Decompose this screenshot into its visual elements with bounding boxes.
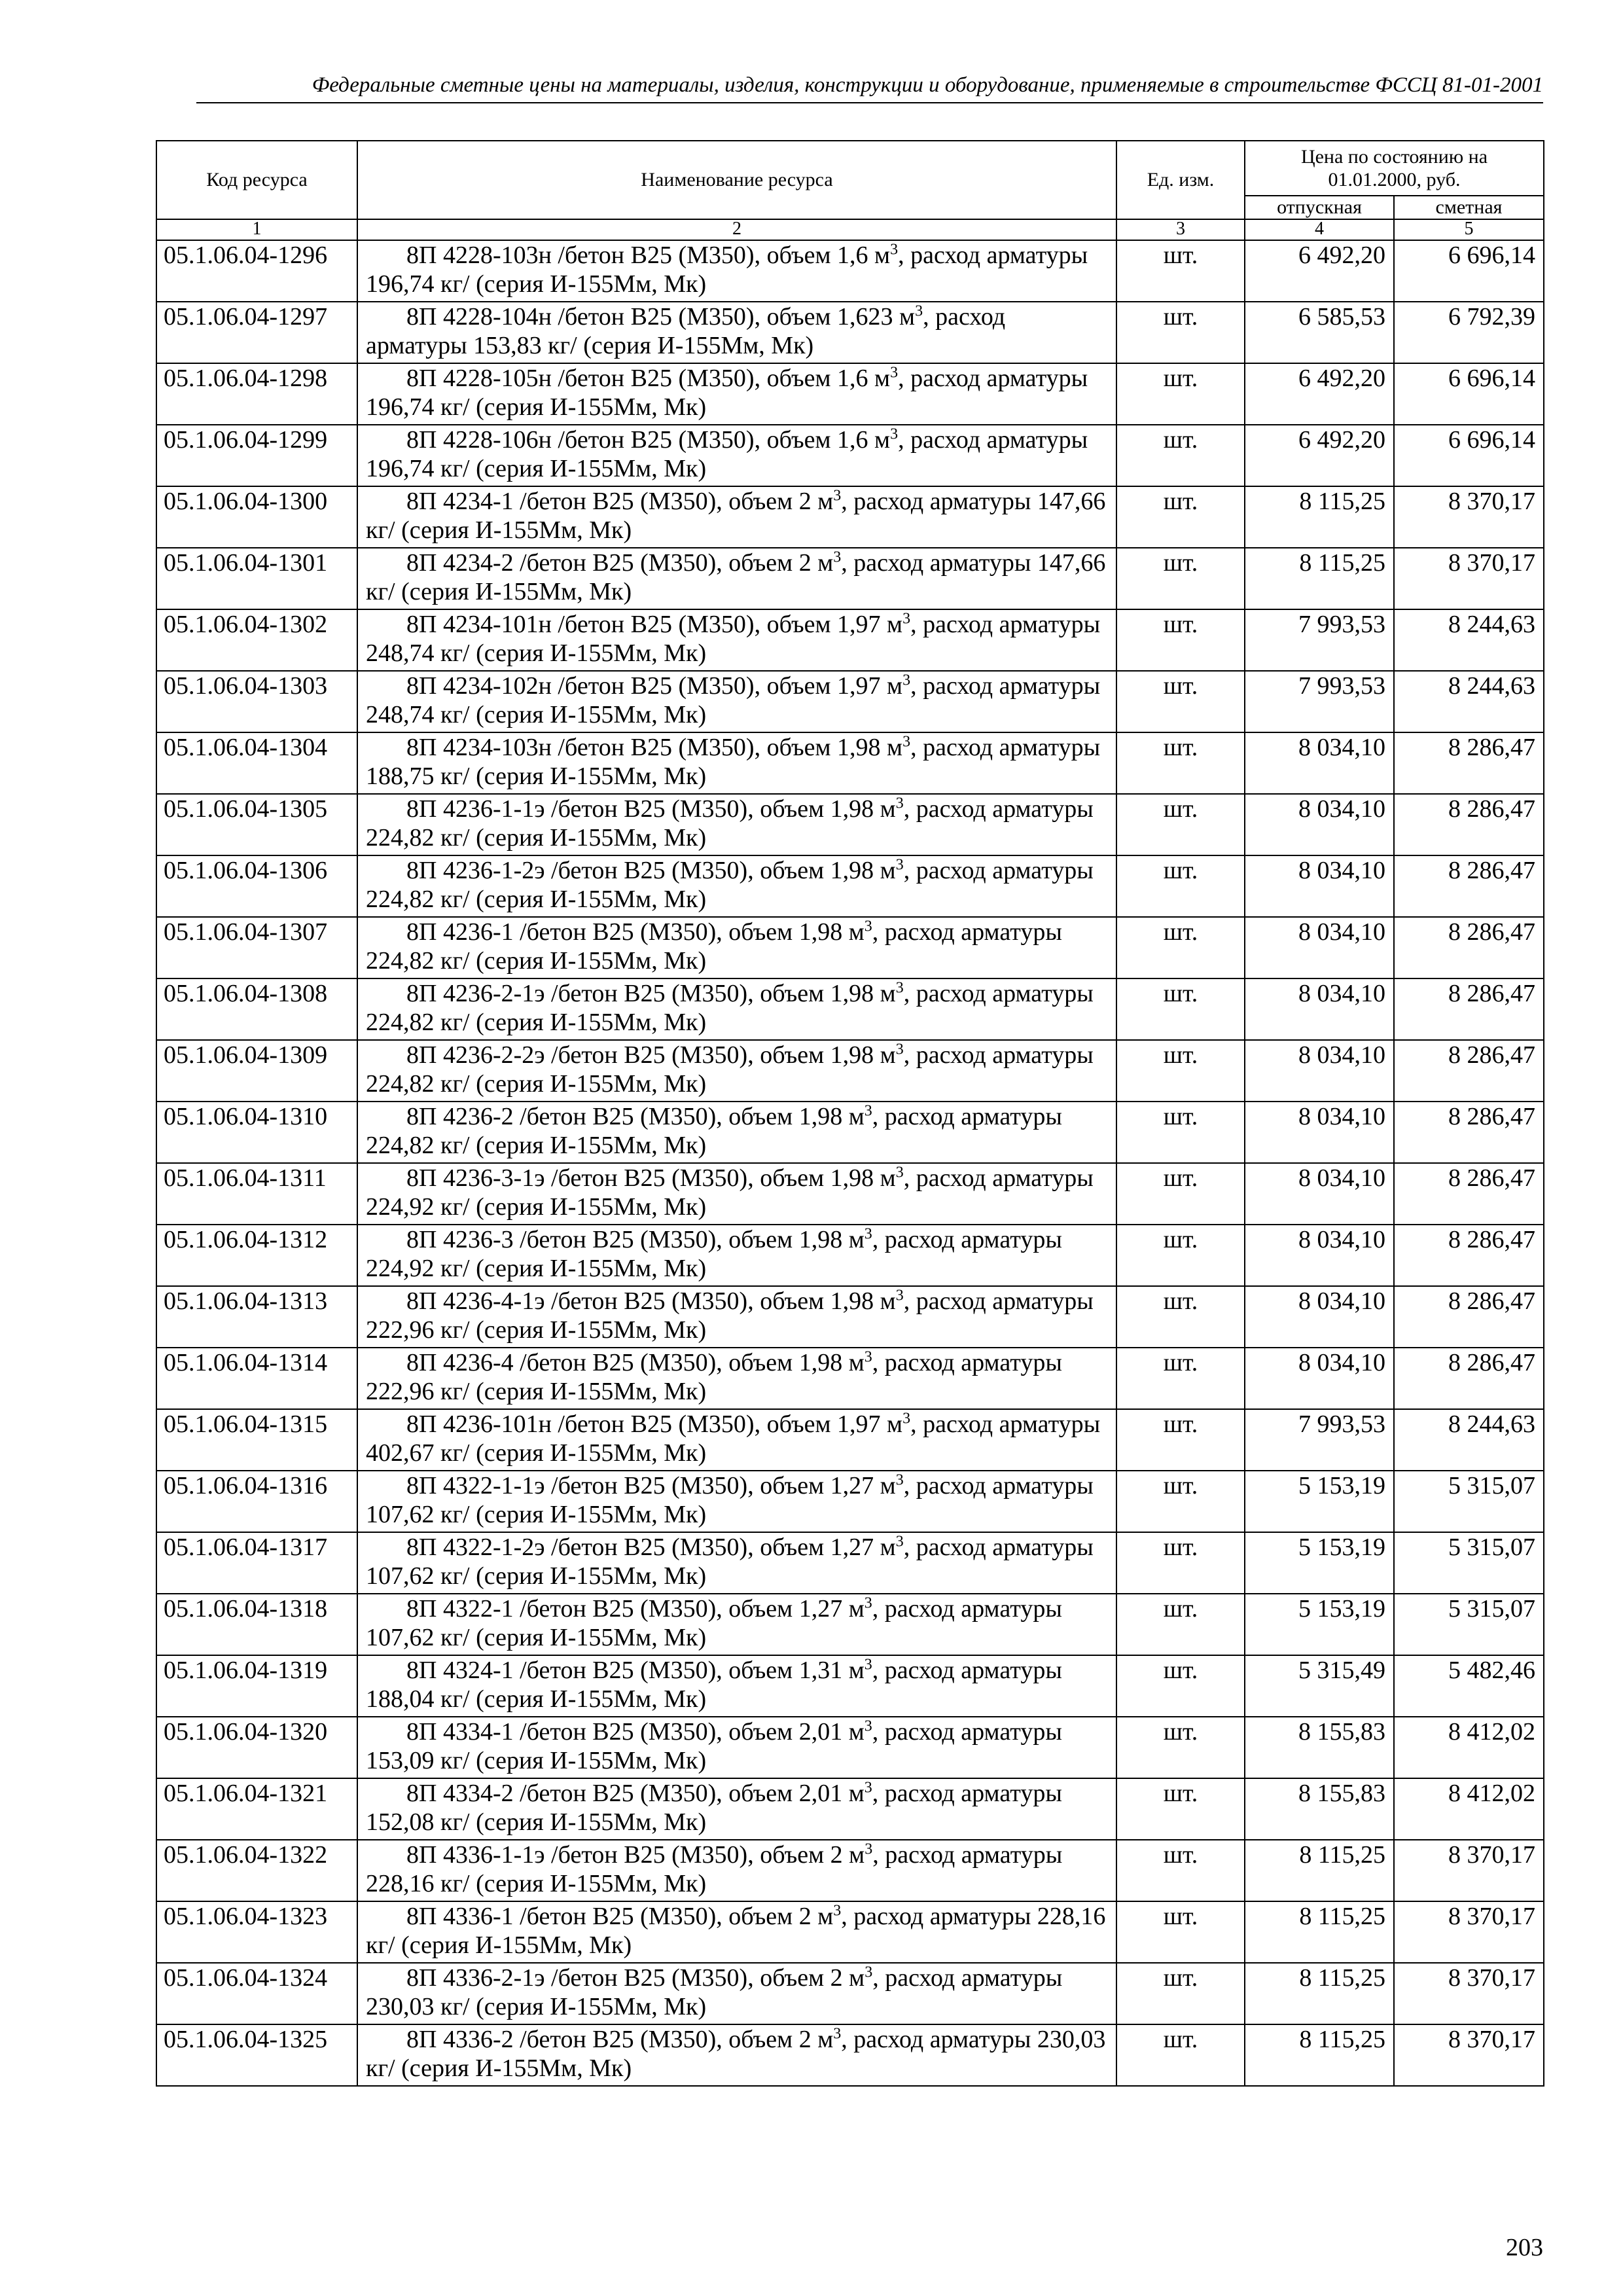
unit: шт.: [1116, 609, 1245, 671]
estimate-price: 8 370,17: [1394, 2024, 1544, 2086]
estimate-price: 5 482,46: [1394, 1655, 1544, 1717]
resource-code: 05.1.06.04-1312: [156, 1225, 357, 1286]
table-row: [156, 732, 1544, 794]
resource-name-rest: , расход арматуры 196,74 кг/ (серия И-155Мм, Мк): [366, 242, 1088, 298]
release-price: 8 115,25: [1245, 1963, 1394, 2024]
cubic-superscript: 3: [890, 425, 899, 443]
unit: шт.: [1116, 1040, 1245, 1102]
resource-name: [357, 548, 1116, 609]
unit: шт.: [1116, 1532, 1245, 1594]
resource-name: [357, 1532, 1116, 1594]
resource-name-main: 8П 4228-103н /бетон В25 (М350), объем 1,6 м: [406, 242, 891, 269]
table-row: [156, 1286, 1544, 1348]
resource-name-rest: , расход арматуры 222,96 кг/ (серия И-155Мм, Мк): [366, 1349, 1062, 1405]
resource-name-main: 8П 4236-4 /бетон В25 (М350), объем 1,98 м: [406, 1349, 865, 1376]
resource-code: 05.1.06.04-1323: [156, 1901, 357, 1963]
release-price: 5 315,49: [1245, 1655, 1394, 1717]
column-number: 1: [156, 219, 357, 240]
release-price: 8 115,25: [1245, 1840, 1394, 1901]
table-row: [156, 917, 1544, 978]
header-price-line1: Цена по состоянию на: [1300, 146, 1488, 168]
resource-name-main: 8П 4322-1-2э /бетон В25 (М350), объем 1,27 м: [406, 1534, 896, 1561]
cubic-superscript: 3: [864, 1656, 872, 1674]
release-price: 8 034,10: [1245, 1102, 1394, 1163]
resource-name-rest: , расход арматуры 224,92 кг/ (серия И-155Мм, Мк): [366, 1164, 1094, 1221]
unit: шт.: [1116, 240, 1245, 302]
resource-code: 05.1.06.04-1301: [156, 548, 357, 609]
release-price: 6 585,53: [1245, 302, 1394, 363]
table-row: [156, 2024, 1544, 2086]
cubic-superscript: 3: [833, 1902, 842, 1920]
resource-name-main: 8П 4228-105н /бетон В25 (М350), объем 1,6 м: [406, 365, 891, 392]
estimate-price: 5 315,07: [1394, 1471, 1544, 1532]
resource-name-main: 8П 4236-4-1э /бетон В25 (М350), объем 1,98 м: [406, 1287, 896, 1315]
resource-name-main: 8П 4322-1-1э /бетон В25 (М350), объем 1,27 м: [406, 1472, 896, 1499]
resource-code: 05.1.06.04-1325: [156, 2024, 357, 2086]
table-row: [156, 1040, 1544, 1102]
resource-name-rest: , расход арматуры 224,82 кг/ (серия И-155Мм, Мк): [366, 1103, 1062, 1159]
resource-code: 05.1.06.04-1297: [156, 302, 357, 363]
resource-name-rest: , расход арматуры 224,82 кг/ (серия И-155Мм, Мк): [366, 980, 1094, 1036]
table-row: [156, 240, 1544, 302]
release-price: 5 153,19: [1245, 1471, 1394, 1532]
resource-code: 05.1.06.04-1304: [156, 732, 357, 794]
resource-name: [357, 1963, 1116, 2024]
release-price: 8 034,10: [1245, 917, 1394, 978]
table-row: [156, 1778, 1544, 1840]
unit: шт.: [1116, 978, 1245, 1040]
resource-name: [357, 732, 1116, 794]
cubic-superscript: 3: [864, 1779, 872, 1797]
resource-name-main: 8П 4236-3 /бетон В25 (М350), объем 1,98 м: [406, 1226, 865, 1253]
table-row: [156, 1717, 1544, 1778]
resource-name-main: 8П 4236-101н /бетон В25 (М350), объем 1,97 м: [406, 1410, 903, 1438]
resource-name-main: 8П 4236-1-2э /бетон В25 (М350), объем 1,98 м: [406, 857, 896, 884]
running-header: Федеральные сметные цены на материалы, изделия, конструкции и оборудование, применяемые в строительстве ФССЦ 81-01-2001: [196, 71, 1543, 103]
table-row: [156, 794, 1544, 855]
estimate-price: 8 286,47: [1394, 1225, 1544, 1286]
resource-name-main: 8П 4336-1 /бетон В25 (М350), объем 2 м: [406, 1903, 834, 1930]
estimate-price: 6 696,14: [1394, 425, 1544, 486]
resource-name: [357, 1163, 1116, 1225]
resource-code: 05.1.06.04-1298: [156, 363, 357, 425]
release-price: 8 034,10: [1245, 978, 1394, 1040]
resource-name: [357, 855, 1116, 917]
resource-name: [357, 1409, 1116, 1471]
column-number: 2: [357, 219, 1116, 240]
resource-name: [357, 671, 1116, 732]
table-row: [156, 302, 1544, 363]
resource-name-rest: , расход арматуры 147,66 кг/ (серия И-155Мм, Мк): [366, 488, 1106, 544]
estimate-price: 8 370,17: [1394, 1963, 1544, 2024]
resource-name-rest: , расход арматуры 107,62 кг/ (серия И-155Мм, Мк): [366, 1534, 1094, 1590]
resource-code: 05.1.06.04-1303: [156, 671, 357, 732]
cubic-superscript: 3: [864, 1348, 872, 1366]
header-estimate-price: сметная: [1394, 196, 1544, 219]
estimate-price: 8 244,63: [1394, 671, 1544, 732]
column-number: 5: [1394, 219, 1544, 240]
estimate-price: 8 286,47: [1394, 794, 1544, 855]
resource-name: [357, 240, 1116, 302]
resource-code: 05.1.06.04-1313: [156, 1286, 357, 1348]
unit: шт.: [1116, 2024, 1245, 2086]
estimate-price: 8 286,47: [1394, 1286, 1544, 1348]
resource-name-rest: , расход арматуры 196,74 кг/ (серия И-155Мм, Мк): [366, 426, 1088, 482]
resource-name-main: 8П 4336-2-1э /бетон В25 (М350), объем 2 м: [406, 1964, 865, 1992]
unit: шт.: [1116, 363, 1245, 425]
resource-name: [357, 1286, 1116, 1348]
release-price: 8 155,83: [1245, 1717, 1394, 1778]
resource-name: [357, 302, 1116, 363]
table-row: [156, 486, 1544, 548]
release-price: 8 155,83: [1245, 1778, 1394, 1840]
page-number: 203: [1506, 2234, 1543, 2261]
table-row: [156, 1655, 1544, 1717]
release-price: 8 115,25: [1245, 486, 1394, 548]
resource-name-rest: , расход арматуры 224,82 кг/ (серия И-155Мм, Мк): [366, 857, 1094, 913]
unit: шт.: [1116, 1102, 1245, 1163]
table-row: [156, 1163, 1544, 1225]
resource-name: [357, 1778, 1116, 1840]
cubic-superscript: 3: [895, 1041, 904, 1058]
cubic-superscript: 3: [902, 672, 911, 689]
resource-name-rest: , расход арматуры 147,66 кг/ (серия И-155Мм, Мк): [366, 549, 1106, 605]
release-price: 7 993,53: [1245, 1409, 1394, 1471]
resource-name: [357, 609, 1116, 671]
resource-name-rest: , расход арматуры 248,74 кг/ (серия И-155Мм, Мк): [366, 672, 1101, 728]
estimate-price: 8 370,17: [1394, 486, 1544, 548]
resource-code: 05.1.06.04-1299: [156, 425, 357, 486]
resource-name: [357, 794, 1116, 855]
estimate-price: 8 370,17: [1394, 1901, 1544, 1963]
resource-name-main: 8П 4236-2 /бетон В25 (М350), объем 1,98 м: [406, 1103, 865, 1130]
cubic-superscript: 3: [902, 610, 911, 628]
resource-code: 05.1.06.04-1320: [156, 1717, 357, 1778]
table-row: [156, 1471, 1544, 1532]
resource-name: [357, 917, 1116, 978]
table-row: [156, 548, 1544, 609]
estimate-price: 8 370,17: [1394, 548, 1544, 609]
resource-name: [357, 1901, 1116, 1963]
unit: шт.: [1116, 302, 1245, 363]
header-unit: Ед. изм.: [1116, 141, 1245, 219]
unit: шт.: [1116, 855, 1245, 917]
resource-name-rest: , расход арматуры 224,82 кг/ (серия И-155Мм, Мк): [366, 1041, 1094, 1098]
unit: шт.: [1116, 1409, 1245, 1471]
unit: шт.: [1116, 1901, 1245, 1963]
resource-name-main: 8П 4236-3-1э /бетон В25 (М350), объем 1,98 м: [406, 1164, 896, 1192]
cubic-superscript: 3: [895, 1287, 904, 1304]
resource-name-main: 8П 4236-1 /бетон В25 (М350), объем 1,98 м: [406, 918, 865, 946]
cubic-superscript: 3: [902, 1410, 911, 1427]
cubic-superscript: 3: [864, 1717, 872, 1735]
cubic-superscript: 3: [895, 856, 904, 874]
cubic-superscript: 3: [895, 1164, 904, 1181]
resource-name-rest: , расход арматуры 228,16 кг/ (серия И-155Мм, Мк): [366, 1903, 1106, 1959]
estimate-price: 5 315,07: [1394, 1594, 1544, 1655]
release-price: 8 034,10: [1245, 794, 1394, 855]
table-row: [156, 1594, 1544, 1655]
unit: шт.: [1116, 794, 1245, 855]
unit: шт.: [1116, 671, 1245, 732]
resource-name: [357, 486, 1116, 548]
resource-code: 05.1.06.04-1310: [156, 1102, 357, 1163]
resource-code: 05.1.06.04-1309: [156, 1040, 357, 1102]
estimate-price: 8 286,47: [1394, 917, 1544, 978]
estimate-price: 8 286,47: [1394, 1102, 1544, 1163]
resource-name: [357, 1471, 1116, 1532]
table-row: [156, 1102, 1544, 1163]
resource-code: 05.1.06.04-1314: [156, 1348, 357, 1409]
header-price-line2: 01.01.2000, руб.: [1328, 169, 1461, 190]
release-price: 8 034,10: [1245, 1040, 1394, 1102]
resource-name-main: 8П 4336-2 /бетон В25 (М350), объем 2 м: [406, 2026, 834, 2053]
resource-code: 05.1.06.04-1316: [156, 1471, 357, 1532]
resource-name: [357, 1840, 1116, 1901]
resource-code: 05.1.06.04-1307: [156, 917, 357, 978]
table-row: [156, 363, 1544, 425]
resource-name-main: 8П 4334-2 /бетон В25 (М350), объем 2,01 м: [406, 1780, 865, 1807]
release-price: 5 153,19: [1245, 1594, 1394, 1655]
estimate-price: 6 696,14: [1394, 363, 1544, 425]
unit: шт.: [1116, 1163, 1245, 1225]
resource-name-rest: , расход арматуры 153,09 кг/ (серия И-155Мм, Мк): [366, 1718, 1062, 1774]
estimate-price: 8 286,47: [1394, 1348, 1544, 1409]
resource-name-rest: , расход арматуры 224,82 кг/ (серия И-155Мм, Мк): [366, 918, 1062, 975]
resource-name: [357, 1594, 1116, 1655]
column-number: 3: [1116, 219, 1245, 240]
table-row: [156, 1225, 1544, 1286]
price-table: [156, 140, 1544, 2087]
cubic-superscript: 3: [864, 1225, 872, 1243]
cubic-superscript: 3: [865, 1840, 873, 1858]
unit: шт.: [1116, 548, 1245, 609]
unit: шт.: [1116, 1286, 1245, 1348]
release-price: 8 034,10: [1245, 732, 1394, 794]
estimate-price: 8 286,47: [1394, 855, 1544, 917]
unit: шт.: [1116, 1778, 1245, 1840]
table-row: [156, 1348, 1544, 1409]
resource-name: [357, 1348, 1116, 1409]
estimate-price: 6 792,39: [1394, 302, 1544, 363]
resource-code: 05.1.06.04-1305: [156, 794, 357, 855]
resource-name-rest: , расход арматуры 222,96 кг/ (серия И-155Мм, Мк): [366, 1287, 1094, 1344]
resource-code: 05.1.06.04-1319: [156, 1655, 357, 1717]
resource-name-main: 8П 4234-101н /бетон В25 (М350), объем 1,97 м: [406, 611, 903, 638]
resource-code: 05.1.06.04-1300: [156, 486, 357, 548]
resource-name-rest: , расход арматуры 248,74 кг/ (серия И-155Мм, Мк): [366, 611, 1101, 667]
resource-name-main: 8П 4234-103н /бетон В25 (М350), объем 1,98 м: [406, 734, 903, 761]
release-price: 8 034,10: [1245, 1225, 1394, 1286]
estimate-price: 8 286,47: [1394, 1040, 1544, 1102]
unit: шт.: [1116, 1471, 1245, 1532]
resource-name-rest: , расход арматуры 188,75 кг/ (серия И-155Мм, Мк): [366, 734, 1101, 790]
resource-name-main: 8П 4236-1-1э /бетон В25 (М350), объем 1,98 м: [406, 795, 896, 823]
header-name: Наименование ресурса: [357, 141, 1116, 219]
resource-name-rest: , расход арматуры 224,82 кг/ (серия И-155Мм, Мк): [366, 795, 1094, 852]
resource-name-rest: , расход арматуры 107,62 кг/ (серия И-155Мм, Мк): [366, 1472, 1094, 1528]
cubic-superscript: 3: [890, 364, 899, 382]
estimate-price: 8 244,63: [1394, 609, 1544, 671]
resource-name: [357, 978, 1116, 1040]
column-number: 4: [1245, 219, 1394, 240]
resource-code: 05.1.06.04-1302: [156, 609, 357, 671]
header-release-price: отпускная: [1245, 196, 1394, 219]
release-price: 7 993,53: [1245, 609, 1394, 671]
resource-code: 05.1.06.04-1324: [156, 1963, 357, 2024]
release-price: 6 492,20: [1245, 240, 1394, 302]
resource-name-main: 8П 4228-106н /бетон В25 (М350), объем 1,6 м: [406, 426, 891, 454]
resource-name: [357, 1717, 1116, 1778]
resource-name-main: 8П 4236-2-1э /бетон В25 (М350), объем 1,98 м: [406, 980, 896, 1007]
resource-name-main: 8П 4324-1 /бетон В25 (М350), объем 1,31 м: [406, 1657, 865, 1684]
unit: шт.: [1116, 1225, 1245, 1286]
table-row: [156, 1840, 1544, 1901]
resource-code: 05.1.06.04-1306: [156, 855, 357, 917]
resource-code: 05.1.06.04-1296: [156, 240, 357, 302]
resource-name-main: 8П 4234-1 /бетон В25 (М350), объем 2 м: [406, 488, 834, 515]
resource-name: [357, 1225, 1116, 1286]
release-price: 5 153,19: [1245, 1532, 1394, 1594]
cubic-superscript: 3: [890, 241, 899, 259]
release-price: 6 492,20: [1245, 425, 1394, 486]
table-row: [156, 1532, 1544, 1594]
resource-name-rest: , расход арматуры 107,62 кг/ (серия И-155Мм, Мк): [366, 1595, 1062, 1651]
unit: шт.: [1116, 1655, 1245, 1717]
cubic-superscript: 3: [895, 795, 904, 812]
table-row: [156, 425, 1544, 486]
cubic-superscript: 3: [833, 548, 842, 566]
release-price: 8 115,25: [1245, 548, 1394, 609]
resource-name-main: 8П 4336-1-1э /бетон В25 (М350), объем 2 м: [406, 1841, 865, 1869]
cubic-superscript: 3: [895, 1533, 904, 1551]
resource-code: 05.1.06.04-1318: [156, 1594, 357, 1655]
unit: шт.: [1116, 425, 1245, 486]
resource-name-main: 8П 4334-1 /бетон В25 (М350), объем 2,01 м: [406, 1718, 865, 1746]
resource-name-main: 8П 4236-2-2э /бетон В25 (М350), объем 1,98 м: [406, 1041, 896, 1069]
unit: шт.: [1116, 486, 1245, 548]
estimate-price: 8 412,02: [1394, 1717, 1544, 1778]
resource-name-rest: , расход арматуры 153,83 кг/ (серия И-155Мм, Мк): [366, 303, 1006, 359]
resource-name-rest: , расход арматуры 402,67 кг/ (серия И-155Мм, Мк): [366, 1410, 1101, 1467]
resource-name-rest: , расход арматуры 152,08 кг/ (серия И-155Мм, Мк): [366, 1780, 1062, 1836]
resource-name: [357, 2024, 1116, 2086]
estimate-price: 5 315,07: [1394, 1532, 1544, 1594]
resource-name-rest: , расход арматуры 188,04 кг/ (серия И-155Мм, Мк): [366, 1657, 1062, 1713]
estimate-price: 8 286,47: [1394, 1163, 1544, 1225]
release-price: 8 115,25: [1245, 1901, 1394, 1963]
cubic-superscript: 3: [895, 979, 904, 997]
resource-name: [357, 1040, 1116, 1102]
unit: шт.: [1116, 1840, 1245, 1901]
resource-name-main: 8П 4228-104н /бетон В25 (М350), объем 1,623 м: [406, 303, 916, 331]
release-price: 7 993,53: [1245, 671, 1394, 732]
unit: шт.: [1116, 732, 1245, 794]
release-price: 8 115,25: [1245, 2024, 1394, 2086]
header-price: [1245, 141, 1544, 196]
resource-name-rest: , расход арматуры 196,74 кг/ (серия И-155Мм, Мк): [366, 365, 1088, 421]
table-row: [156, 978, 1544, 1040]
resource-name-rest: , расход арматуры 228,16 кг/ (серия И-155Мм, Мк): [366, 1841, 1063, 1897]
estimate-price: 8 286,47: [1394, 732, 1544, 794]
resource-code: 05.1.06.04-1315: [156, 1409, 357, 1471]
table-row: [156, 1409, 1544, 1471]
cubic-superscript: 3: [902, 733, 911, 751]
release-price: 6 492,20: [1245, 363, 1394, 425]
release-price: 8 034,10: [1245, 1286, 1394, 1348]
cubic-superscript: 3: [915, 302, 923, 320]
unit: шт.: [1116, 1717, 1245, 1778]
cubic-superscript: 3: [864, 918, 872, 935]
resource-code: 05.1.06.04-1311: [156, 1163, 357, 1225]
estimate-price: 8 244,63: [1394, 1409, 1544, 1471]
unit: шт.: [1116, 917, 1245, 978]
cubic-superscript: 3: [833, 2025, 842, 2043]
cubic-superscript: 3: [833, 487, 842, 505]
cubic-superscript: 3: [864, 1594, 872, 1612]
resource-name-main: 8П 4234-2 /бетон В25 (М350), объем 2 м: [406, 549, 834, 577]
estimate-price: 8 412,02: [1394, 1778, 1544, 1840]
unit: шт.: [1116, 1963, 1245, 2024]
table-row: [156, 855, 1544, 917]
table-row: [156, 1901, 1544, 1963]
resource-code: 05.1.06.04-1322: [156, 1840, 357, 1901]
release-price: 8 034,10: [1245, 1348, 1394, 1409]
release-price: 8 034,10: [1245, 855, 1394, 917]
header-code: Код ресурса: [156, 141, 357, 219]
estimate-price: 6 696,14: [1394, 240, 1544, 302]
resource-name: [357, 425, 1116, 486]
cubic-superscript: 3: [864, 1102, 872, 1120]
table-row: [156, 1963, 1544, 2024]
resource-name-main: 8П 4322-1 /бетон В25 (М350), объем 1,27 м: [406, 1595, 865, 1623]
resource-name-rest: , расход арматуры 230,03 кг/ (серия И-155Мм, Мк): [366, 1964, 1063, 2020]
resource-name-rest: , расход арматуры 224,92 кг/ (серия И-155Мм, Мк): [366, 1226, 1062, 1282]
resource-code: 05.1.06.04-1308: [156, 978, 357, 1040]
cubic-superscript: 3: [895, 1471, 904, 1489]
release-price: 8 034,10: [1245, 1163, 1394, 1225]
unit: шт.: [1116, 1348, 1245, 1409]
resource-name-main: 8П 4234-102н /бетон В25 (М350), объем 1,97 м: [406, 672, 903, 700]
resource-name: [357, 1102, 1116, 1163]
resource-name: [357, 363, 1116, 425]
resource-code: 05.1.06.04-1321: [156, 1778, 357, 1840]
table-row: [156, 609, 1544, 671]
estimate-price: 8 286,47: [1394, 978, 1544, 1040]
estimate-price: 8 370,17: [1394, 1840, 1544, 1901]
table-body: [156, 240, 1544, 2086]
resource-code: 05.1.06.04-1317: [156, 1532, 357, 1594]
table-row: [156, 671, 1544, 732]
resource-name-rest: , расход арматуры 230,03 кг/ (серия И-155Мм, Мк): [366, 2026, 1106, 2082]
cubic-superscript: 3: [865, 1964, 873, 1981]
unit: шт.: [1116, 1594, 1245, 1655]
resource-name: [357, 1655, 1116, 1717]
